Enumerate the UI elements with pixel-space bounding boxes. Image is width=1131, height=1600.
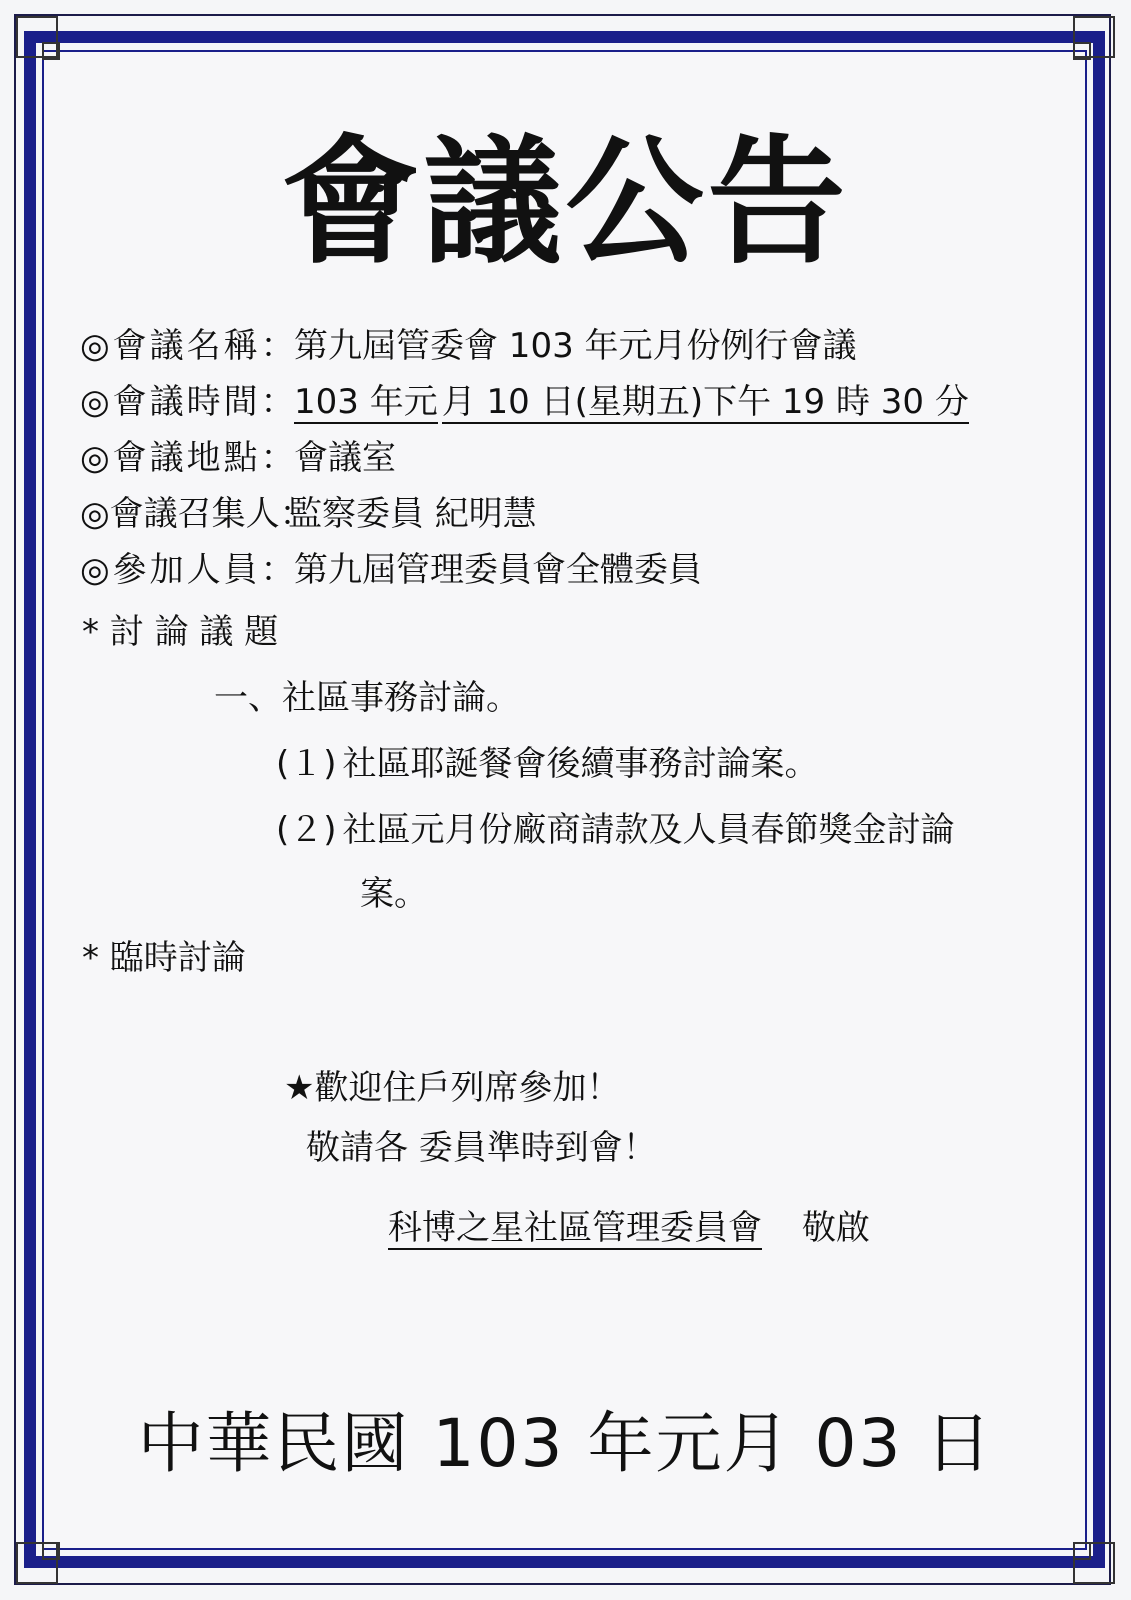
item-number: (２)	[276, 810, 337, 850]
info-label: ◎會議地點：	[80, 438, 298, 478]
discussion-item-2	[276, 808, 955, 852]
info-meeting-time	[80, 380, 969, 424]
page-title: 會議公告	[281, 122, 850, 283]
item-text: 社區耶誕餐會後續事務討論案。	[342, 744, 819, 784]
corner-ornament-bottom-right	[1073, 1542, 1115, 1584]
discussion-item-2-continued: 案。	[360, 874, 428, 914]
discussion-item-1	[276, 742, 819, 786]
info-value: 監察委員 紀明慧	[288, 494, 537, 534]
info-value: 第九屆管理委員會全體委員	[294, 550, 702, 590]
info-label: ◎會議時間：	[80, 382, 298, 422]
info-label: ◎會議名稱：	[80, 326, 298, 366]
corner-ornament-bottom-left	[16, 1542, 58, 1584]
extempore-heading: * 臨時討論	[82, 938, 246, 978]
info-value: 會議室	[294, 438, 396, 478]
info-meeting-convener	[80, 492, 537, 536]
info-participants	[80, 548, 702, 592]
discussion-heading: * 討 論 議 題	[82, 612, 279, 652]
request-text: 敬請各 委員準時到會！	[306, 1128, 657, 1168]
signature-organization: 科博之星社區管理委員會	[388, 1208, 762, 1248]
info-label: ◎會議召集人：	[80, 494, 314, 534]
corner-ornament-top-left	[16, 16, 58, 58]
info-value-part-b: 月 10 日(星期五)下午 19 時 30 分	[441, 382, 969, 422]
info-value-part-a: 103 年元	[294, 382, 438, 422]
info-value: 第九屆管委會 103 年元月份例行會議	[294, 326, 857, 366]
info-meeting-location	[80, 436, 396, 480]
signature-suffix: 敬啟	[802, 1208, 870, 1248]
info-label: ◎參加人員：	[80, 550, 298, 590]
corner-ornament-top-right	[1073, 16, 1115, 58]
signature	[388, 1206, 870, 1250]
info-meeting-name	[80, 324, 857, 368]
section-one-heading: 一、社區事務討論。	[214, 678, 520, 718]
item-text: 社區元月份廠商請款及人員春節獎金討論	[342, 810, 955, 850]
notice-date: 中華民國 103 年元月 03 日	[137, 1405, 994, 1482]
welcome-text: ★歡迎住戶列席參加！	[284, 1068, 621, 1108]
item-number: (１)	[276, 744, 337, 784]
